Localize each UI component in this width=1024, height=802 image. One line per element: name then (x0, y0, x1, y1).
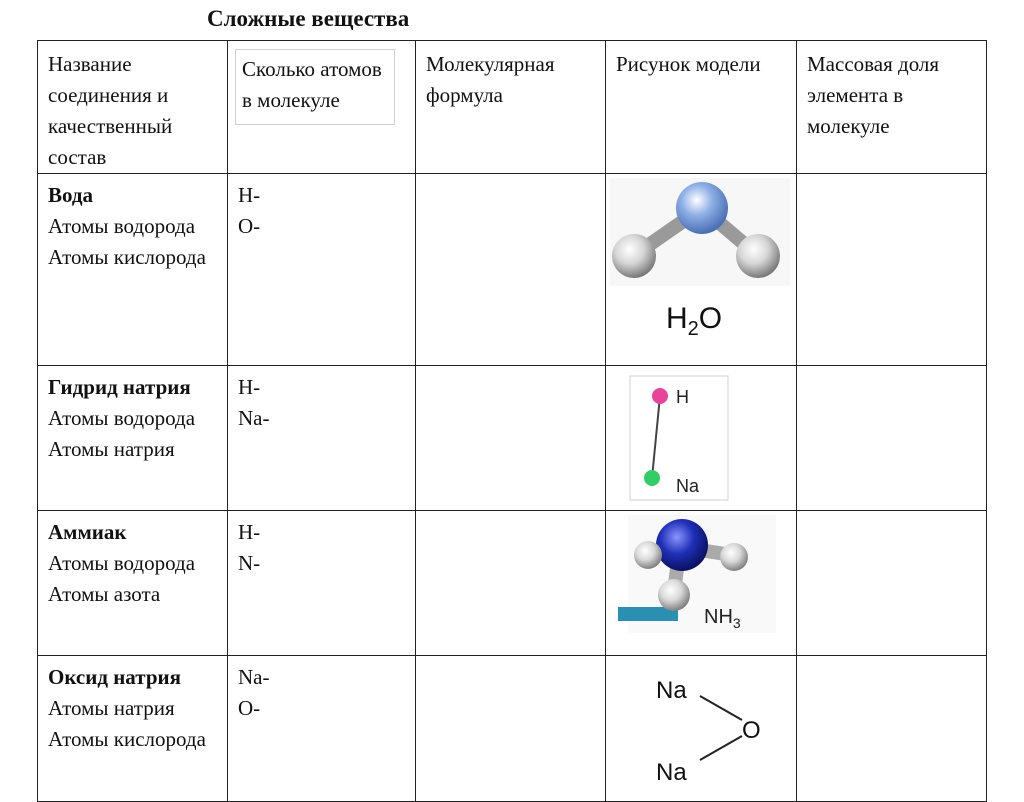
table-row (38, 366, 987, 511)
hydrogen-atom (658, 579, 690, 611)
formula-cell (416, 174, 606, 366)
atom-label: Na (656, 759, 687, 786)
header-count (228, 41, 416, 174)
atom-entry: O- (238, 214, 261, 238)
mass-fraction-cell (797, 511, 987, 656)
hydrogen-atom (652, 388, 668, 404)
atom-count-cell (228, 366, 416, 511)
atom-entry: H- (238, 183, 261, 207)
header-mass: Массовая доля элемента в молекуле (797, 41, 987, 174)
model-cell (606, 656, 797, 802)
compound-name: Гидрид натрия (48, 375, 191, 399)
atom-entry: H- (238, 520, 261, 544)
atom-entry: H- (238, 375, 261, 399)
formula-cell (416, 511, 606, 656)
table-row (38, 656, 987, 802)
bond-line (700, 736, 742, 760)
compound-composition: Атомы водорода Атомы кислорода (48, 214, 206, 269)
model-cell (606, 366, 797, 511)
sodium-atom (644, 470, 660, 486)
header-row (38, 41, 987, 174)
formula-cell (416, 656, 606, 802)
atom-entry: N- (238, 551, 261, 575)
atom-count-cell (228, 656, 416, 802)
compound-name: Вода (48, 183, 94, 207)
mass-fraction-cell (797, 174, 987, 366)
atom-label: Na (676, 476, 700, 496)
substances-table (37, 40, 987, 802)
header-formula: Молекулярная формула (416, 41, 606, 174)
ammonia-molecule-model (606, 511, 796, 646)
compound-name: Аммиак (48, 520, 127, 544)
formula-cell (416, 366, 606, 511)
sodium-hydride-model (606, 366, 796, 501)
header-model: Рисунок модели (606, 41, 797, 174)
atom-entry: O- (238, 696, 261, 720)
header-count-box: Сколько атомов в молекуле (235, 49, 395, 125)
atom-count-cell (228, 511, 416, 656)
compound-composition: Атомы водорода Атомы азота (48, 551, 196, 606)
atom-entry: Na- (238, 406, 270, 430)
compound-composition: Атомы водорода Атомы натрия (48, 406, 196, 461)
model-cell (606, 174, 797, 366)
header-name: Название соединения и качественный состав (38, 41, 228, 174)
ammonia-formula-label: $NH_3$ (704, 606, 741, 631)
nitrogen-atom (656, 519, 708, 571)
water-formula-label: $H_2O$ (666, 302, 723, 340)
model-cell (606, 511, 797, 656)
page-title: Сложные вещества (207, 6, 410, 31)
compound-name-cell (38, 511, 228, 656)
atom-label: Na (656, 677, 687, 704)
atom-count-cell (228, 174, 416, 366)
compound-composition: Атомы натрия Атомы кислорода (48, 696, 206, 751)
compound-name-cell (38, 366, 228, 511)
mass-fraction-cell (797, 366, 987, 511)
oxygen-atom (676, 182, 728, 234)
table-row (38, 174, 987, 366)
mass-fraction-cell (797, 656, 987, 802)
compound-name: Оксид натрия (48, 665, 181, 689)
bond-line (700, 696, 742, 720)
atom-entry: Na- (238, 665, 270, 689)
hydrogen-atom (736, 234, 780, 278)
atom-label: H (676, 387, 689, 407)
compound-name-cell (38, 656, 228, 802)
table-row (38, 511, 987, 656)
atom-label: O (742, 717, 761, 744)
hydrogen-atom (634, 541, 662, 569)
sodium-oxide-model (606, 656, 796, 792)
compound-name-cell (38, 174, 228, 366)
hydrogen-atom (612, 234, 656, 278)
hydrogen-atom (720, 543, 748, 571)
